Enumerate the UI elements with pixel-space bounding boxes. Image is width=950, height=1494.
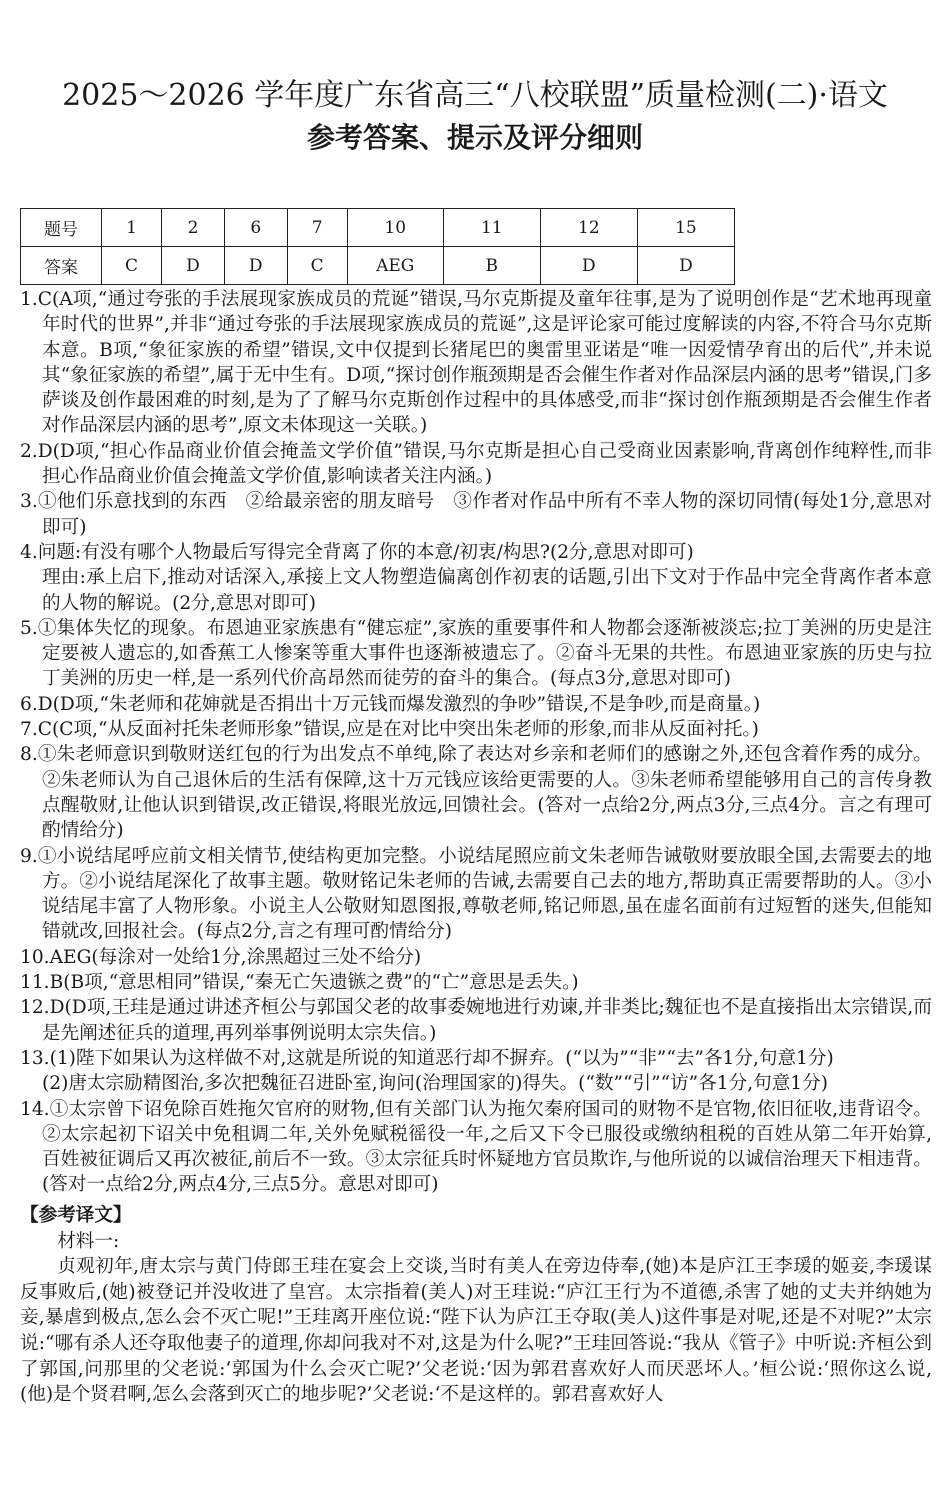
answer-cell: B [443,247,540,285]
answer-cell: C [287,247,347,285]
question-number: 7 [287,209,347,247]
question-number: 6 [224,209,287,247]
material-label: 材料一: [57,1230,120,1252]
answer-cell: D [224,247,287,285]
item-9: 9.①小说结尾呼应前文相关情节,使结构更加完整。小说结尾照应前文朱老师告诫敬财要放眼全国,去需要去的地方。②小说结尾深化了故事主题。敬财铭记朱老师的告诫,去需要自己去的地方,帮助真正需要帮助的人。③小说结尾丰富了人物形象。小说主人公敬财知恩图报,尊敬老师,铭记师恩,虽在虚名面前有过短暂的迷失,但能知错就改,回报社会。(每点2分,言之有理可酌情给分) [20,845,932,943]
item-12: 12.D(D项,王珪是通过讲述齐桓公与郭国父老的故事委婉地进行劝谏,并非类比;魏征也不是直接指出太宗错误,而是先阐述征兵的道理,再列举事例说明太宗失信。) [20,997,932,1044]
answer-cell: D [637,247,734,285]
item-10: 10.AEG(每涂对一处给1分,涂黑超过三处不给分) [20,946,422,968]
item-5: 5.①集体失忆的现象。布恩迪亚家族患有“健忘症”,家族的重要事件和人物都会逐渐被淡忘;拉丁美洲的历史是注定要被人遗忘的,如香蕉工人惨案等重大事件也逐渐被遗忘了。②奋斗无果的共性。布恩迪亚家族的历史与拉丁美洲的历史一样,是一系列代价高昂然而徒劳的奋斗的集合。(每点3分,意思对即可) [20,617,932,690]
answer-cell: D [162,247,225,285]
document-title: 2025～2026 学年度广东省高三“八校联盟”质量检测(二)·语文 [62,78,888,113]
answer-cell: D [540,247,637,285]
answer-table [20,208,735,285]
question-row [21,209,735,247]
item-4-question: 4.问题:有没有哪个人物最后写得完全背离了你的本意/初衷/构思?(2分,意思对即可) [20,541,694,563]
answer-cell: AEG [347,247,443,285]
item-7: 7.C(C项,“从反面衬托朱老师形象”错误,应是在对比中突出朱老师的形象,而非从反面衬托。) [20,719,759,741]
item-1: 1.C(A项,“通过夸张的手法展现家族成员的荒诞”错误,马尔克斯提及童年往事,是为了说明创作是“艺术地再现童年时代的世界”,并非“通过夸张的手法展现家族成员的荒诞”,这是评论家可能过度解读的内容,不符合马尔克斯本意。B项,“象征家族的希望”错误,文中仅提到长猪尾巴的奥雷里亚诺是“唯一因爱情孕育出的后代”,并未说其“象征家族的希望”,属于无中生有。D项,“探讨创作瓶颈期是否会催生作者对作品深层内涵的思考”错误,门多萨谈及创作最困难的时刻,是为了了解马尔克斯创作过程中的具体感受,而非“探讨创作瓶颈期是否会催生作者对作品深层内涵的思考”,原文未体现这一关联。) [20,289,932,437]
item-14: 14.①太宗曾下诏免除百姓拖欠官府的财物,但有关部门认为拖欠秦府国司的财物不是官物,依旧征收,违背诏令。②太宗起初下诏关中免租调二年,关外免赋税徭役一年,之后又下令已服役或缴纳租税的百姓从第二年开始算,百姓被征调后又再次被征,前后不一致。③太宗征兵时怀疑地方官员欺诈,与他所说的以诚信治理天下相违背。(答对一点给2分,两点4分,三点5分。意思对即可) [20,1098,932,1196]
question-number: 15 [637,209,734,247]
question-number: 12 [540,209,637,247]
row-label: 题号 [21,209,102,247]
answer-cell: C [102,247,162,285]
item-6: 6.D(D项,“朱老师和花婶就是否捐出十万元钱而爆发激烈的争吵”错误,不是争吵,而是商量。) [20,693,761,715]
question-number: 1 [102,209,162,247]
reference-translation [20,1203,932,1408]
row-label: 答案 [21,247,102,285]
item-2: 2.D(D项,“担心作品商业价值会掩盖文学价值”错误,马尔克斯是担心自己受商业因素影响,背离创作纯粹性,而非担心作品商业价值会掩盖文学价值,影响读者关注内涵。) [20,440,932,488]
question-number: 11 [443,209,540,247]
translation-body: 贞观初年,唐太宗与黄门侍郎王珪在宴会上交谈,当时有美人在旁边侍奉,(她)本是庐江王李瑗的姬妾,李瑗谋反事败后,(她)被登记并没收进了皇宫。太宗指着(美人)对王珪说:“庐江王行为不道德,杀害了她的丈夫并纳她为妾,暴虐到极点,怎么会不灭亡呢!”王珪离开座位说:“陛下认为庐江王夺取(美人)这件事是对呢,还是不对呢?”太宗说:“哪有杀人还夺取他妻子的道理,你却问我对不对,这是为什么呢?”王珪回答说:“我从《管子》中听说:齐桓公到了郭国,问那里的父老说:‘郭国为什么会灭亡呢?’父老说:‘因为郭君喜欢好人而厌恶坏人。’桓公说:‘照你这么说,(他)是个贤君啊,怎么会落到灭亡的地步呢?’父老说:‘不是这样的。郭君喜欢好人 [20,1256,932,1406]
document-subtitle: 参考答案、提示及评分细则 [306,121,643,154]
item-3: 3.①他们乐意找到的东西 ②给最亲密的朋友暗号 ③作者对作品中所有不幸人物的深切同情(每处1分,意思对即可) [20,491,932,538]
item-11: 11.B(B项,“意思相同”错误,“秦无亡矢遗镞之费”的“亡”意思是丢失。) [20,972,579,994]
item-13-2: (2)唐太宗励精图治,多次把魏征召进卧室,询问(治理国家的)得失。(“数”“引”“访”各1分,句意1分) [42,1073,828,1095]
question-number: 2 [162,209,225,247]
question-number: 10 [347,209,443,247]
item-4-reason: 理由:承上启下,推动对话深入,承接上文人物塑造偏离创作初衷的话题,引出下文对于作品中完全背离作者本意的人物的解说。(2分,意思对即可) [42,567,932,614]
answer-row [21,247,735,285]
item-8: 8.①朱老师意识到敬财送红包的行为出发点不单纯,除了表达对乡亲和老师们的感谢之外,还包含着作秀的成分。②朱老师认为自己退休后的生活有保障,这十万元钱应该给更需要的人。③朱老师希望能够用自己的言传身教点醒敬财,让他认识到错误,改正错误,将眼光放远,回馈社会。(答对一点给2分,两点3分,三点4分。言之有理可酌情给分) [20,744,932,842]
translation-heading: 【参考译文】 [20,1205,132,1226]
answer-explanations [20,287,932,1198]
item-13-1: 13.(1)陛下如果认为这样做不对,这就是所说的知道恶行却不摒弃。(“以为”“非”“去”各1分,句意1分) [20,1047,834,1069]
